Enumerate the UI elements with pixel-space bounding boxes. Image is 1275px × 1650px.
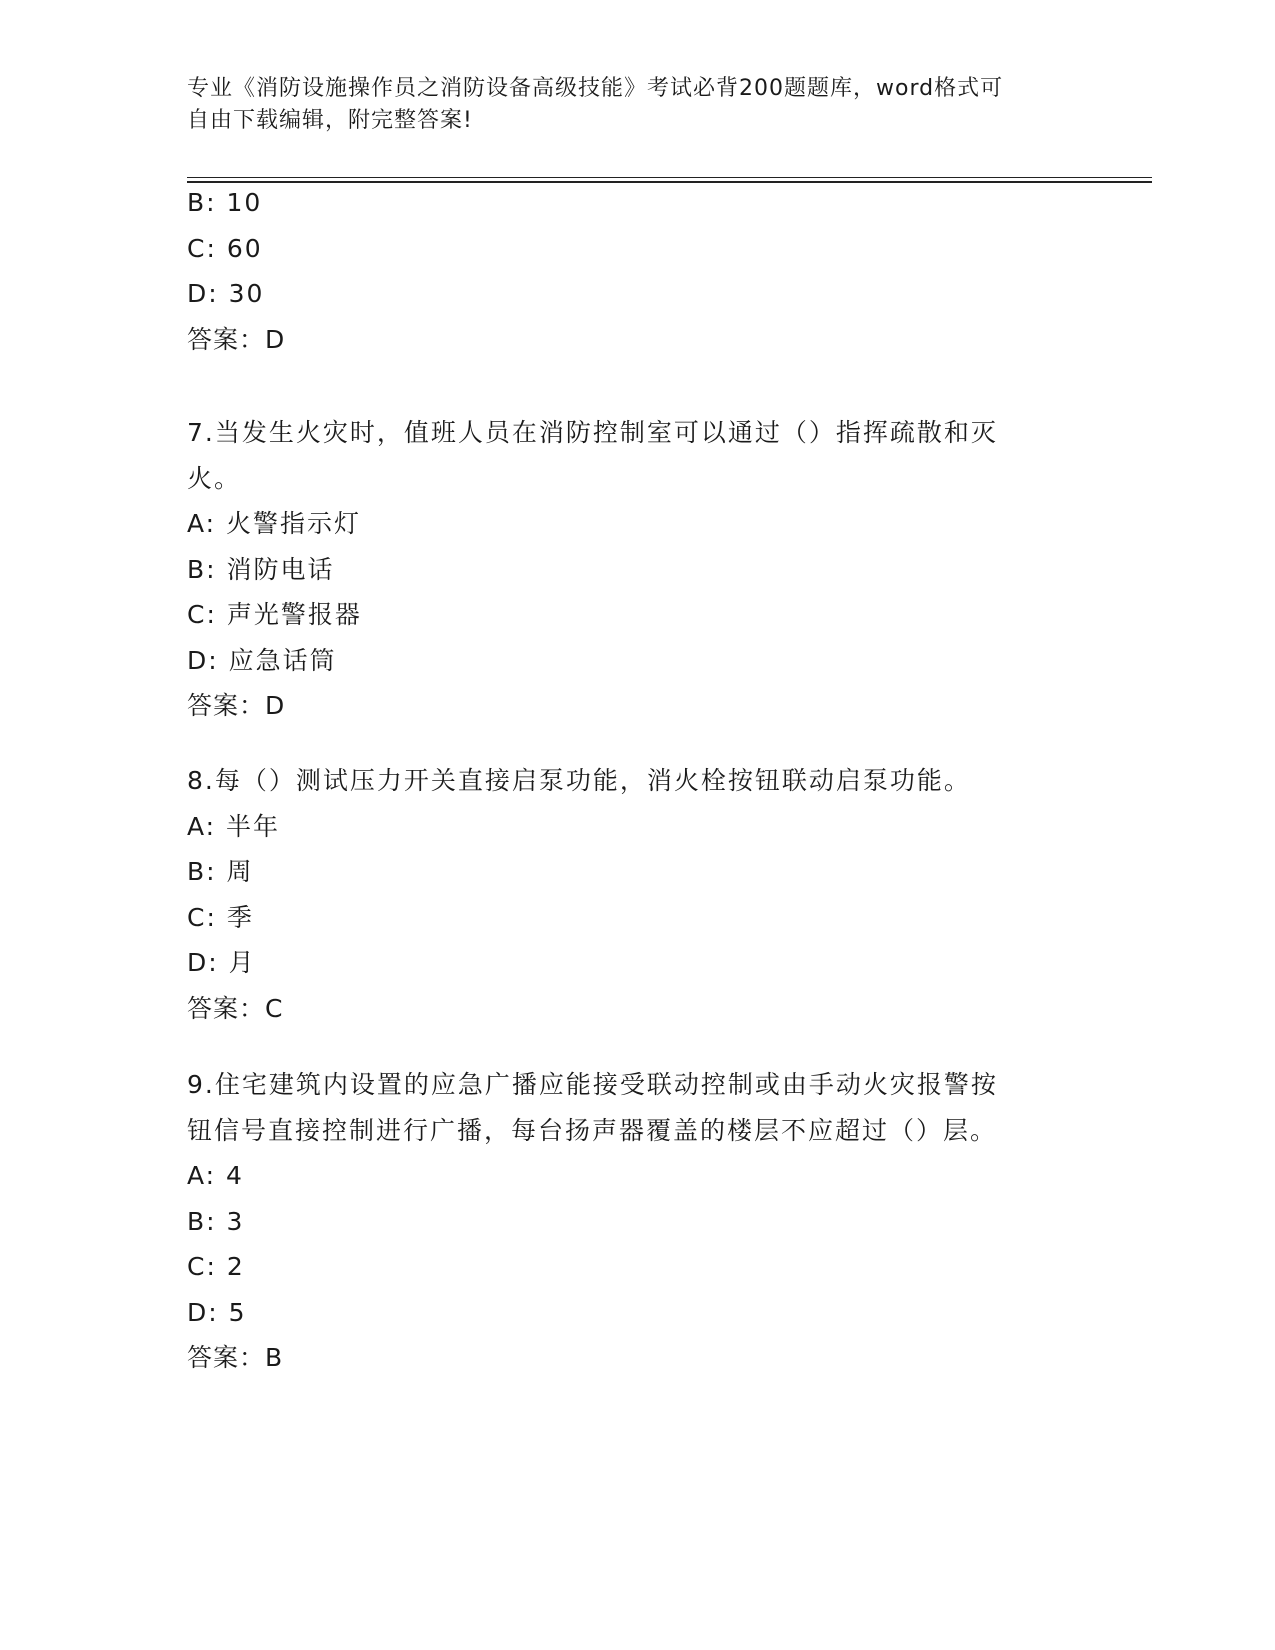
- option-c: C: 声光警报器: [187, 600, 362, 629]
- option-b: B: 10: [187, 188, 263, 217]
- option-d: D: 应急话筒: [187, 645, 337, 675]
- question-stem-line-1: 7.当发生火灾时，值班人员在消防控制室可以通过（）指挥疏散和灭: [187, 418, 998, 447]
- option-c: C: 60: [187, 233, 263, 263]
- question-8: [187, 758, 1067, 1031]
- header-title-line-1: 专业《消防设施操作员之消防设备高级技能》考试必背200题题库，word格式可: [187, 76, 1004, 101]
- answer-line: 答案：B: [187, 1343, 284, 1372]
- answer-line: 答案：C: [187, 993, 284, 1023]
- option-b: B: 3: [187, 1206, 245, 1236]
- question-7: [187, 410, 1067, 729]
- answer-line: 答案：D: [187, 324, 286, 354]
- option-d: D: 30: [187, 279, 265, 308]
- header-divider-thin: [187, 177, 1152, 178]
- option-a: A: 4: [187, 1161, 244, 1190]
- previous-question-tail: [187, 180, 1067, 362]
- document-header: [187, 73, 1067, 137]
- option-b: B: 周: [187, 857, 254, 886]
- option-c: C: 2: [187, 1252, 245, 1281]
- option-d: D: 5: [187, 1297, 247, 1327]
- option-b: B: 消防电话: [187, 554, 335, 584]
- question-stem-line-1: 8.每（）测试压力开关直接启泵功能，消火栓按钮联动启泵功能。: [187, 766, 971, 795]
- option-d: D: 月: [187, 948, 256, 977]
- header-title-line-2: 自由下载编辑，附完整答案!: [187, 108, 473, 133]
- question-stem-line-2: 火。: [187, 463, 242, 493]
- option-c: C: 季: [187, 902, 254, 932]
- question-stem-line-1: 9.住宅建筑内设置的应急广播应能接受联动控制或由手动火灾报警按: [187, 1070, 998, 1099]
- option-a: A: 火警指示灯: [187, 509, 362, 538]
- question-stem-line-2: 钮信号直接控制进行广播，每台扬声器覆盖的楼层不应超过（）层。: [187, 1115, 998, 1145]
- answer-line: 答案：D: [187, 691, 286, 720]
- option-a: A: 半年: [187, 811, 281, 841]
- question-9: [187, 1062, 1067, 1381]
